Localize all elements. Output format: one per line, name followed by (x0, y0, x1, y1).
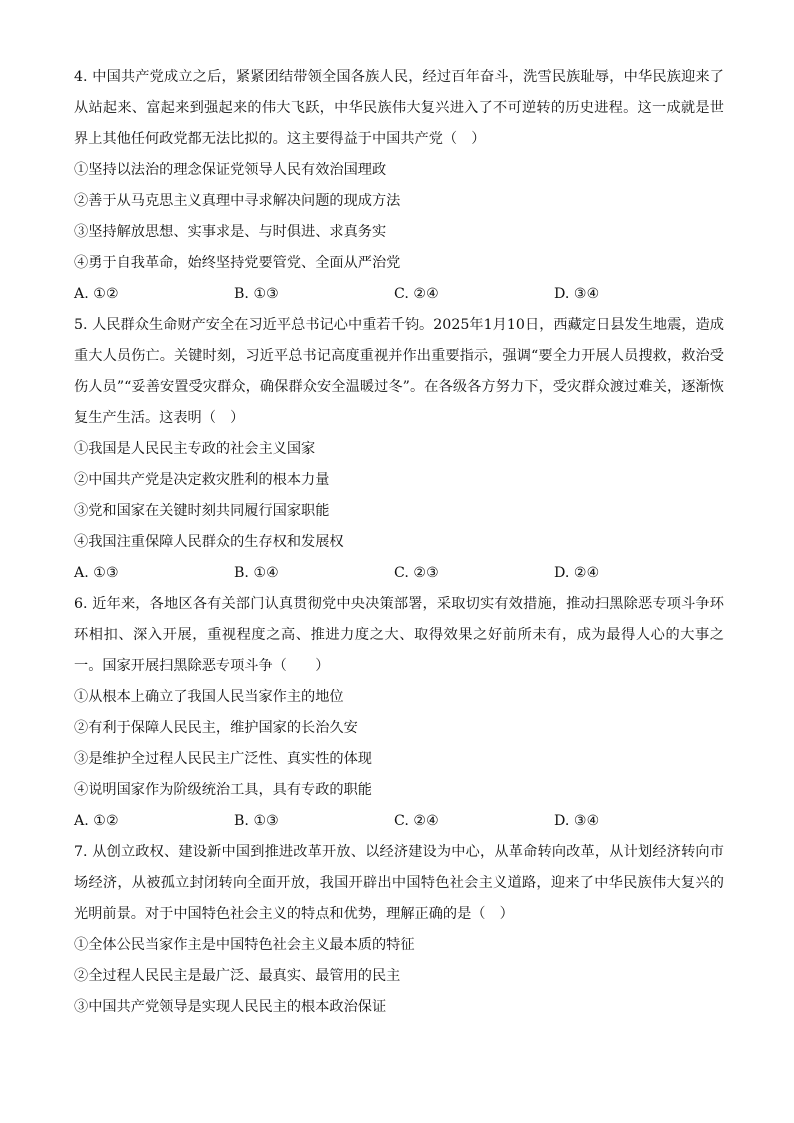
exam-page (74, 62, 724, 1023)
answer-choices (74, 558, 724, 589)
answer-choice-d: D. ③④ (554, 813, 600, 829)
answer-choice-b: B. ①④ (234, 565, 279, 581)
question-stem: 6. 近年来，各地区各有关部门认真贯彻党中央决策部署，采取切实有效措施，推动扫黑除恶专项斗争环环相扣、深入开展，重视程度之高、推进力度之大、取得效果之好前所未有，成为最得人心的大事之一。国家开展扫黑除恶专项斗争（ ） (74, 596, 724, 674)
answer-choice-c: C. ②④ (394, 813, 439, 829)
answer-choice-c: C. ②③ (394, 565, 439, 581)
option-statement: ②中国共产党是决定救灾胜利的根本力量 (74, 472, 330, 488)
option-statement: ②善于从马克思主义真理中寻求解决问题的现成方法 (74, 193, 401, 209)
option-statement: ①全体公民当家作主是中国特色社会主义最本质的特征 (74, 937, 415, 953)
option-statement: ①从根本上确立了我国人民当家作主的地位 (74, 689, 344, 705)
option-statement: ①坚持以法治的理念保证党领导人民有效治国理政 (74, 162, 387, 178)
option-statement: ④说明国家作为阶级统治工具，具有专政的职能 (74, 782, 372, 798)
question-6 (74, 589, 724, 837)
answer-choice-d: D. ③④ (554, 286, 600, 302)
option-statement: ③党和国家在关键时刻共同履行国家职能 (74, 503, 330, 519)
option-statement: ③是维护全过程人民民主广泛性、真实性的体现 (74, 751, 372, 767)
option-statement: ④我国注重保障人民群众的生存权和发展权 (74, 534, 344, 550)
question-4 (74, 62, 724, 310)
answer-choice-d: D. ②④ (554, 565, 600, 581)
answer-choices (74, 806, 724, 837)
option-statement: ③中国共产党领导是实现人民民主的根本政治保证 (74, 999, 387, 1015)
question-stem: 7. 从创立政权、建设新中国到推进改革开放、以经济建设为中心，从革命转向改革，从计划经济转向市场经济，从被孤立封闭转向全面开放，我国开辟出中国特色社会主义道路，迎来了中华民族伟大复兴的光明前景。对于中国特色社会主义的特点和优势，理解正确的是（ ） (74, 844, 724, 922)
answer-choice-a: A. ①③ (74, 565, 119, 581)
option-statement: ②全过程人民民主是最广泛、最真实、最管用的民主 (74, 968, 401, 984)
option-statement: ①我国是人民民主专政的社会主义国家 (74, 441, 316, 457)
answer-choice-a: A. ①② (74, 813, 119, 829)
question-5 (74, 310, 724, 589)
question-stem: 4. 中国共产党成立之后，紧紧团结带领全国各族人民，经过百年奋斗，洗雪民族耻辱，中华民族迎来了从站起来、富起来到强起来的伟大飞跃，中华民族伟大复兴进入了不可逆转的历史进程。这一成就是世界上其他任何政党都无法比拟的。这主要得益于中国共产党（ ） (74, 69, 724, 147)
answer-choice-c: C. ②④ (394, 286, 439, 302)
question-stem: 5. 人民群众生命财产安全在习近平总书记心中重若千钧。2025年1月10日，西藏定日县发生地震，造成重大人员伤亡。关键时刻，习近平总书记高度重视并作出重要指示，强调“要全力开展人员搜救，救治受伤人员”“妥善安置受灾群众，确保群众安全温暖过冬”。在各级各方努力下，受灾群众渡过难关，逐渐恢复生产生活。这表明（ ） (74, 317, 724, 426)
answer-choice-a: A. ①② (74, 286, 119, 302)
question-7 (74, 837, 724, 1023)
option-statement: ④勇于自我革命，始终坚持党要管党、全面从严治党 (74, 255, 401, 271)
answer-choices (74, 279, 724, 310)
option-statement: ②有利于保障人民民主，维护国家的长治久安 (74, 720, 358, 736)
answer-choice-b: B. ①③ (234, 813, 279, 829)
option-statement: ③坚持解放思想、实事求是、与时俱进、求真务实 (74, 224, 387, 240)
answer-choice-b: B. ①③ (234, 286, 279, 302)
